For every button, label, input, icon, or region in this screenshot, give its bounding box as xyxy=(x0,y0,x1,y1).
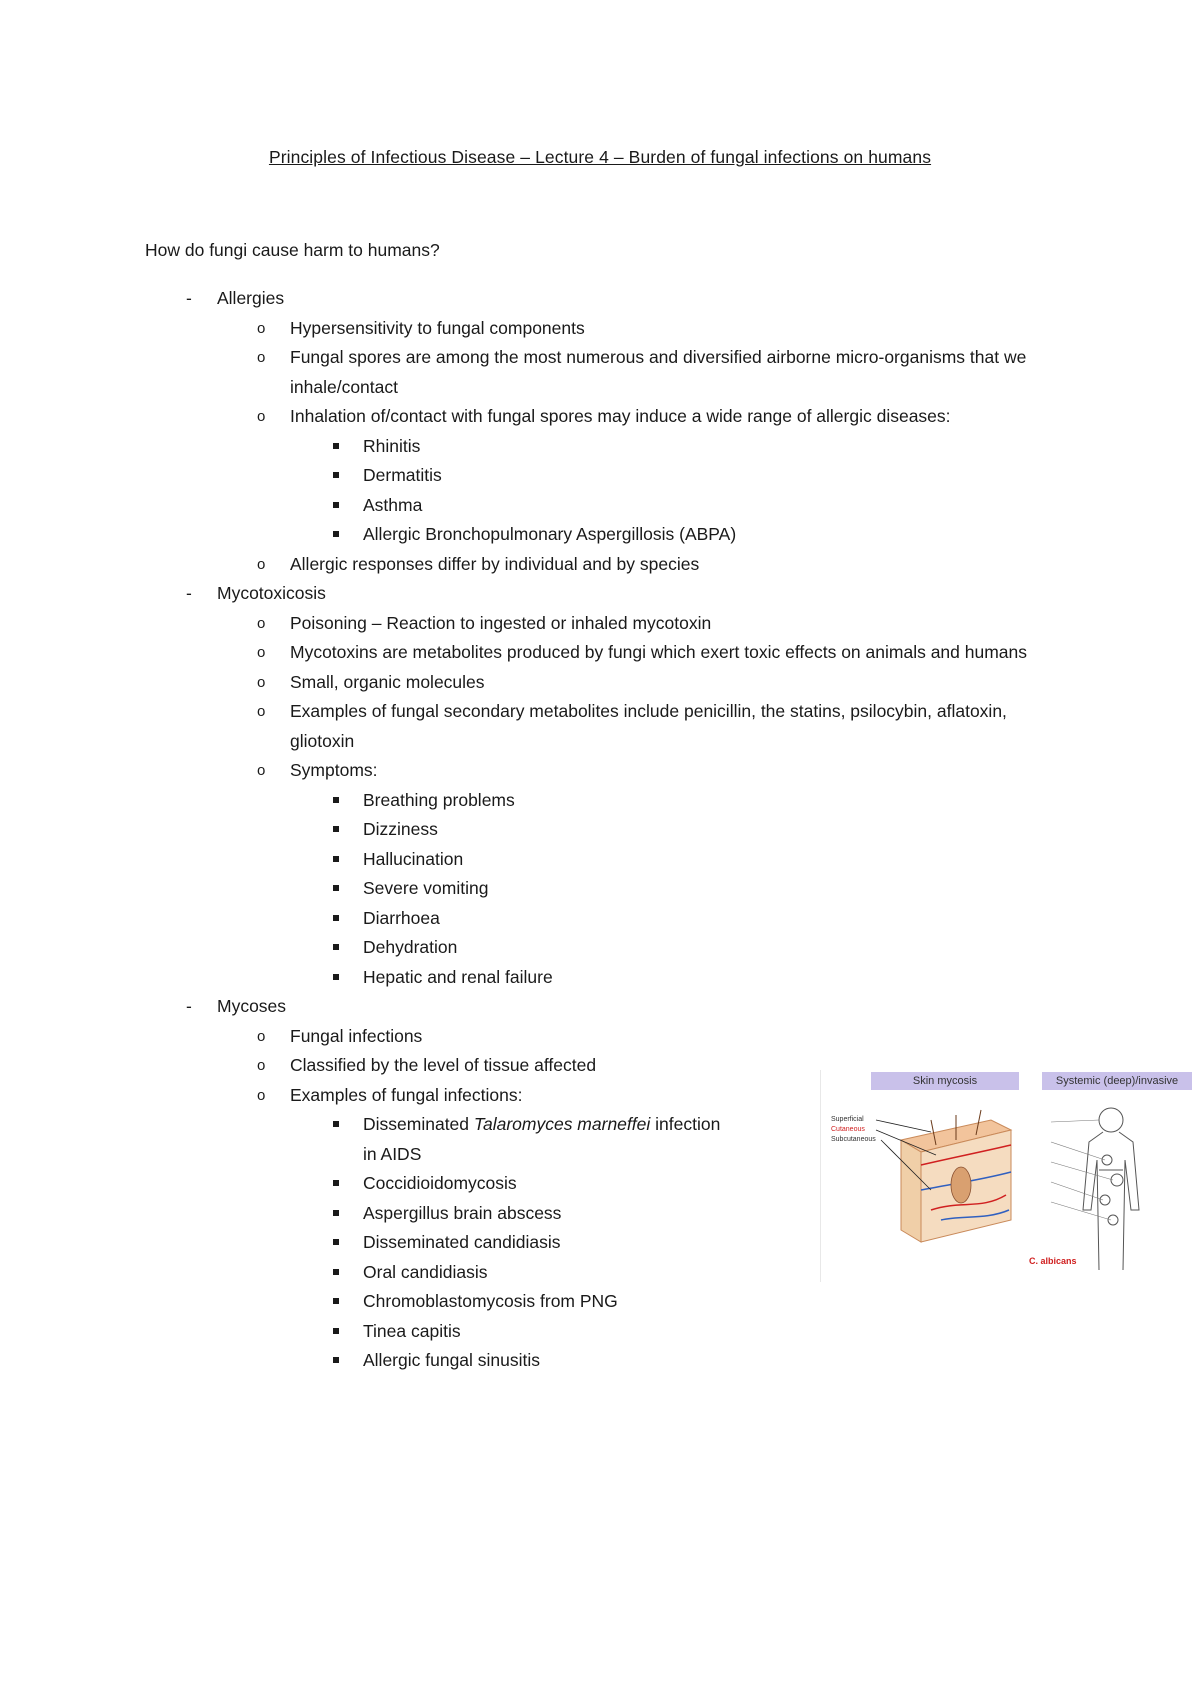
heading-mycoses: Mycoses xyxy=(217,996,287,1016)
list-item: o Examples of fungal secondary metabolites include penicillin, the statins, psilocybin, aflatoxin, gliotoxin xyxy=(0,697,1200,756)
list-item: o Mycotoxins are metabolites produced by fungi which exert toxic effects on animals and humans xyxy=(0,638,1200,668)
list-item: Tinea capitis xyxy=(0,1317,730,1347)
figure-brand-logo: C. albicans xyxy=(1029,1256,1077,1266)
heading-allergies: Allergies xyxy=(217,288,285,308)
list-item: o Symptoms: Breathing problems Dizziness Hallucination Severe vomiting Diarrhoea Dehydration Hepatic and renal failure xyxy=(0,756,1200,992)
list-item: Rhinitis xyxy=(0,432,1040,462)
list-item: Disseminated candidiasis xyxy=(0,1228,730,1258)
list-item: Dizziness xyxy=(0,815,1040,845)
page-title: Principles of Infectious Disease – Lecture 4 – Burden of fungal infections on humans xyxy=(268,147,932,167)
list-item: Dehydration xyxy=(0,933,1040,963)
section-question: How do fungi cause harm to humans? xyxy=(145,240,440,260)
list-item: o Fungal infections xyxy=(0,1022,1200,1052)
list-item: Asthma xyxy=(0,491,1040,521)
mycosis-figure xyxy=(820,1070,1193,1282)
heading-mycotoxicosis: Mycotoxicosis xyxy=(217,583,326,603)
list-item: Oral candidiasis xyxy=(0,1258,730,1288)
list-item: Disseminated Talaromyces marneffei infection in AIDS xyxy=(0,1110,730,1169)
list-item: Allergic Bronchopulmonary Aspergillosis (ABPA) xyxy=(0,520,1040,550)
list-item: o Examples of fungal infections: Disseminated Talaromyces marneffei infection in AIDS Coccidioidomycosis Aspergillus brain abscess Disseminated candidiasis Oral candidiasis Chromoblastomycosis from PNG Tinea capitis Allergic fungal sinusitis xyxy=(0,1081,1200,1376)
list-item: Diarrhoea xyxy=(0,904,1040,934)
list-item: Chromoblastomycosis from PNG xyxy=(0,1287,730,1317)
list-item-mycotoxicosis xyxy=(0,579,1200,992)
list-item-allergies xyxy=(0,284,1200,579)
list-item: Aspergillus brain abscess xyxy=(0,1199,730,1229)
label-cutaneous: Cutaneous xyxy=(831,1126,865,1133)
list-item: o Poisoning – Reaction to ingested or inhaled mycotoxin xyxy=(0,609,1200,639)
list-item: Breathing problems xyxy=(0,786,1040,816)
list-item: o Hypersensitivity to fungal components xyxy=(0,314,1200,344)
list-item: o Allergic responses differ by individual and by species xyxy=(0,550,1200,580)
list-item: Hallucination xyxy=(0,845,1040,875)
list-item: Coccidioidomycosis xyxy=(0,1169,730,1199)
label-superficial: Superficial xyxy=(831,1116,864,1123)
human-body-outline-icon xyxy=(1051,1108,1139,1270)
list-item: o Inhalation of/contact with fungal spores may induce a wide range of allergic diseases: Rhinitis Dermatitis Asthma Allergic Bronchopulmonary Aspergillosis (ABPA) xyxy=(0,402,1200,550)
list-item: o Fungal spores are among the most numerous and diversified airborne micro-organisms that we inhale/contact xyxy=(0,343,1200,402)
list-item: Severe vomiting xyxy=(0,874,1040,904)
figure-skin-header: Skin mycosis xyxy=(871,1072,1019,1090)
list-item: Dermatitis xyxy=(0,461,1040,491)
label-subcutaneous: Subcutaneous xyxy=(831,1136,876,1143)
skin-cross-section-icon xyxy=(876,1110,1011,1242)
list-item: Hepatic and renal failure xyxy=(0,963,1040,993)
organism-name: Talaromyces marneffei xyxy=(473,1114,651,1134)
figure-systemic-header: Systemic (deep)/invasive xyxy=(1042,1072,1192,1090)
list-item: o Classified by the level of tissue affected xyxy=(0,1051,1200,1081)
figure-illustration xyxy=(821,1070,1193,1282)
list-item: Allergic fungal sinusitis xyxy=(0,1346,730,1376)
list-item: o Small, organic molecules xyxy=(0,668,1200,698)
